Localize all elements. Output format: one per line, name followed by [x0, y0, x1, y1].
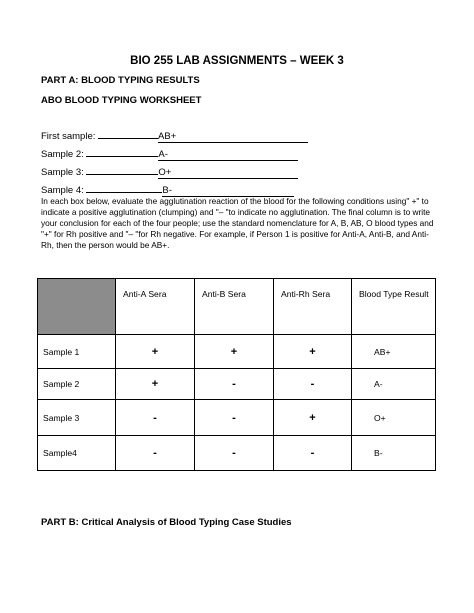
- blank-fill: [86, 181, 162, 193]
- header-anti-rh: Anti-Rh Sera: [274, 279, 352, 335]
- result-cell: B-: [352, 436, 436, 471]
- anti-a-cell: -: [116, 436, 195, 471]
- anti-rh-cell: -: [274, 369, 352, 400]
- result-cell: O+: [352, 400, 436, 436]
- blank-fill: [86, 163, 158, 175]
- sample-label: Sample 4:: [41, 185, 84, 196]
- sample-label: First sample:: [41, 131, 96, 142]
- anti-b-cell: -: [195, 400, 274, 436]
- blood-typing-table: [37, 278, 436, 471]
- anti-a-cell: +: [116, 369, 195, 400]
- anti-a-cell: +: [116, 335, 195, 369]
- anti-b-cell: -: [195, 436, 274, 471]
- header-anti-b: Anti-B Sera: [195, 279, 274, 335]
- row-label: Sample 2: [38, 369, 116, 400]
- table-header-row: [38, 279, 436, 335]
- sample-value: O+: [158, 167, 298, 179]
- anti-rh-cell: +: [274, 335, 352, 369]
- part-a-heading: PART A: BLOOD TYPING RESULTS: [41, 75, 200, 86]
- header-blood-type-result: Blood Type Result: [352, 279, 436, 335]
- result-cell: A-: [352, 369, 436, 400]
- sample-line-1: [41, 127, 308, 143]
- table-row: [38, 369, 436, 400]
- sample-value: A-: [158, 149, 298, 161]
- table-row: [38, 335, 436, 369]
- part-b-heading: PART B: Critical Analysis of Blood Typing Case Studies: [41, 517, 292, 528]
- anti-a-cell: -: [116, 400, 195, 436]
- blank-fill: [98, 127, 158, 139]
- anti-b-cell: +: [195, 335, 274, 369]
- instructions-paragraph: In each box below, evaluate the agglutination reaction of the blood for the following conditions using" +" to indicate a positive agglutination (clumping) and "– "to indicate no agglutination. The final column is to write your conclusion for each of the four people; use the standard nomenclature for A, B, AB, O blood types and "+" for Rh positive and "– "for Rh negative. For example, if Person 1 is positive for Anti-A, Anti-B, and Anti-Rh, then the person would be AB+.: [41, 196, 434, 251]
- sample-line-4: [41, 181, 294, 197]
- anti-rh-cell: +: [274, 400, 352, 436]
- shaded-corner-cell: [38, 279, 116, 335]
- blank-fill: [86, 145, 158, 157]
- sample-line-2: [41, 145, 298, 161]
- row-label: Sample 3: [38, 400, 116, 436]
- result-cell: AB+: [352, 335, 436, 369]
- worksheet-heading: ABO BLOOD TYPING WORKSHEET: [41, 95, 202, 106]
- anti-b-cell: -: [195, 369, 274, 400]
- row-label: Sample4: [38, 436, 116, 471]
- table-row: [38, 436, 436, 471]
- header-anti-a: Anti-A Sera: [116, 279, 195, 335]
- sample-line-3: [41, 163, 298, 179]
- anti-rh-cell: -: [274, 436, 352, 471]
- row-label: Sample 1: [38, 335, 116, 369]
- sample-label: Sample 3:: [41, 167, 84, 178]
- sample-label: Sample 2:: [41, 149, 84, 160]
- sample-value: B-: [162, 185, 294, 197]
- sample-value: AB+: [158, 131, 308, 143]
- document-title: BIO 255 LAB ASSIGNMENTS – WEEK 3: [130, 55, 344, 67]
- table-row: [38, 400, 436, 436]
